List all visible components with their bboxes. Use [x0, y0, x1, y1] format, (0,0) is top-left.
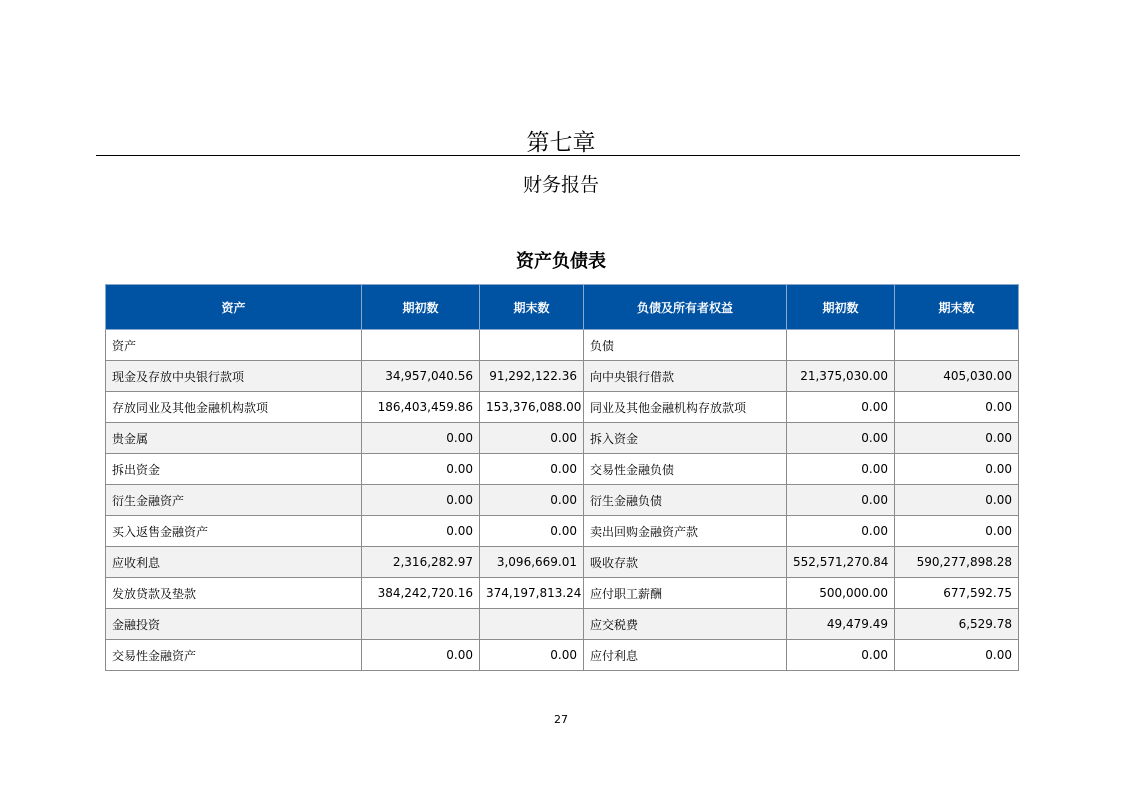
table-row: [106, 361, 1019, 392]
asset-label: 买入返售金融资产: [106, 516, 362, 547]
asset-opening: 0.00: [362, 454, 480, 485]
asset-opening: [362, 609, 480, 640]
header-assets: 资产: [106, 285, 362, 330]
liability-opening: [787, 330, 895, 361]
liability-opening: 0.00: [787, 485, 895, 516]
liability-label: 卖出回购金融资产款: [584, 516, 787, 547]
table-row: [106, 330, 1019, 361]
table-row: [106, 609, 1019, 640]
liability-closing: 590,277,898.28: [895, 547, 1019, 578]
asset-opening: 2,316,282.97: [362, 547, 480, 578]
liability-opening: 49,479.49: [787, 609, 895, 640]
asset-closing: [480, 330, 584, 361]
balance-sheet-table: [105, 284, 1019, 671]
liability-label: 应付利息: [584, 640, 787, 671]
asset-closing: 0.00: [480, 485, 584, 516]
asset-closing: 0.00: [480, 640, 584, 671]
table-title: 资产负债表: [516, 251, 606, 272]
asset-closing: 91,292,122.36: [480, 361, 584, 392]
liability-opening: 0.00: [787, 516, 895, 547]
asset-opening: 0.00: [362, 423, 480, 454]
asset-opening: 384,242,720.16: [362, 578, 480, 609]
asset-label: 存放同业及其他金融机构款项: [106, 392, 362, 423]
table-row: [106, 640, 1019, 671]
liability-closing: 677,592.75: [895, 578, 1019, 609]
liability-label: 交易性金融负债: [584, 454, 787, 485]
liability-opening: 0.00: [787, 640, 895, 671]
asset-closing: 374,197,813.24: [480, 578, 584, 609]
table-row: [106, 392, 1019, 423]
asset-opening: 0.00: [362, 516, 480, 547]
header-liabilities-opening: 期初数: [787, 285, 895, 330]
asset-opening: 0.00: [362, 640, 480, 671]
table-row: [106, 454, 1019, 485]
header-liabilities-closing: 期末数: [895, 285, 1019, 330]
liability-opening: 0.00: [787, 392, 895, 423]
liability-closing: 0.00: [895, 516, 1019, 547]
header-assets-opening: 期初数: [362, 285, 480, 330]
table-row: [106, 547, 1019, 578]
section-title: 财务报告: [522, 174, 599, 196]
asset-label: 金融投资: [106, 609, 362, 640]
header-assets-closing: 期末数: [480, 285, 584, 330]
liability-closing: [895, 330, 1019, 361]
chapter-title: 第七章: [526, 130, 596, 156]
liability-closing: 0.00: [895, 392, 1019, 423]
liability-label: 吸收存款: [584, 547, 787, 578]
liability-closing: 0.00: [895, 423, 1019, 454]
asset-label: 贵金属: [106, 423, 362, 454]
asset-label: 发放贷款及垫款: [106, 578, 362, 609]
asset-closing: 0.00: [480, 423, 584, 454]
asset-closing: 0.00: [480, 516, 584, 547]
table-row: [106, 485, 1019, 516]
asset-opening: 34,957,040.56: [362, 361, 480, 392]
liability-label: 负债: [584, 330, 787, 361]
table-header-row: [106, 285, 1019, 330]
asset-closing: 0.00: [480, 454, 584, 485]
asset-opening: 0.00: [362, 485, 480, 516]
asset-label: 衍生金融资产: [106, 485, 362, 516]
liability-label: 应付职工薪酬: [584, 578, 787, 609]
asset-closing: [480, 609, 584, 640]
header-liabilities-equity: 负债及所有者权益: [584, 285, 787, 330]
liability-label: 衍生金融负债: [584, 485, 787, 516]
liability-label: 同业及其他金融机构存放款项: [584, 392, 787, 423]
liability-label: 应交税费: [584, 609, 787, 640]
liability-label: 向中央银行借款: [584, 361, 787, 392]
asset-label: 资产: [106, 330, 362, 361]
liability-opening: 0.00: [787, 454, 895, 485]
asset-label: 拆出资金: [106, 454, 362, 485]
liability-opening: 500,000.00: [787, 578, 895, 609]
liability-closing: 0.00: [895, 454, 1019, 485]
liability-opening: 21,375,030.00: [787, 361, 895, 392]
asset-closing: 3,096,669.01: [480, 547, 584, 578]
asset-label: 应收利息: [106, 547, 362, 578]
title-divider: [96, 155, 1020, 156]
table-row: [106, 423, 1019, 454]
asset-label: 交易性金融资产: [106, 640, 362, 671]
liability-closing: 6,529.78: [895, 609, 1019, 640]
asset-closing: 153,376,088.00: [480, 392, 584, 423]
asset-opening: 186,403,459.86: [362, 392, 480, 423]
page-number: 27: [554, 713, 568, 726]
table-row: [106, 578, 1019, 609]
liability-opening: 0.00: [787, 423, 895, 454]
liability-closing: 0.00: [895, 640, 1019, 671]
table-row: [106, 516, 1019, 547]
asset-label: 现金及存放中央银行款项: [106, 361, 362, 392]
liability-label: 拆入资金: [584, 423, 787, 454]
liability-opening: 552,571,270.84: [787, 547, 895, 578]
asset-opening: [362, 330, 480, 361]
liability-closing: 0.00: [895, 485, 1019, 516]
liability-closing: 405,030.00: [895, 361, 1019, 392]
